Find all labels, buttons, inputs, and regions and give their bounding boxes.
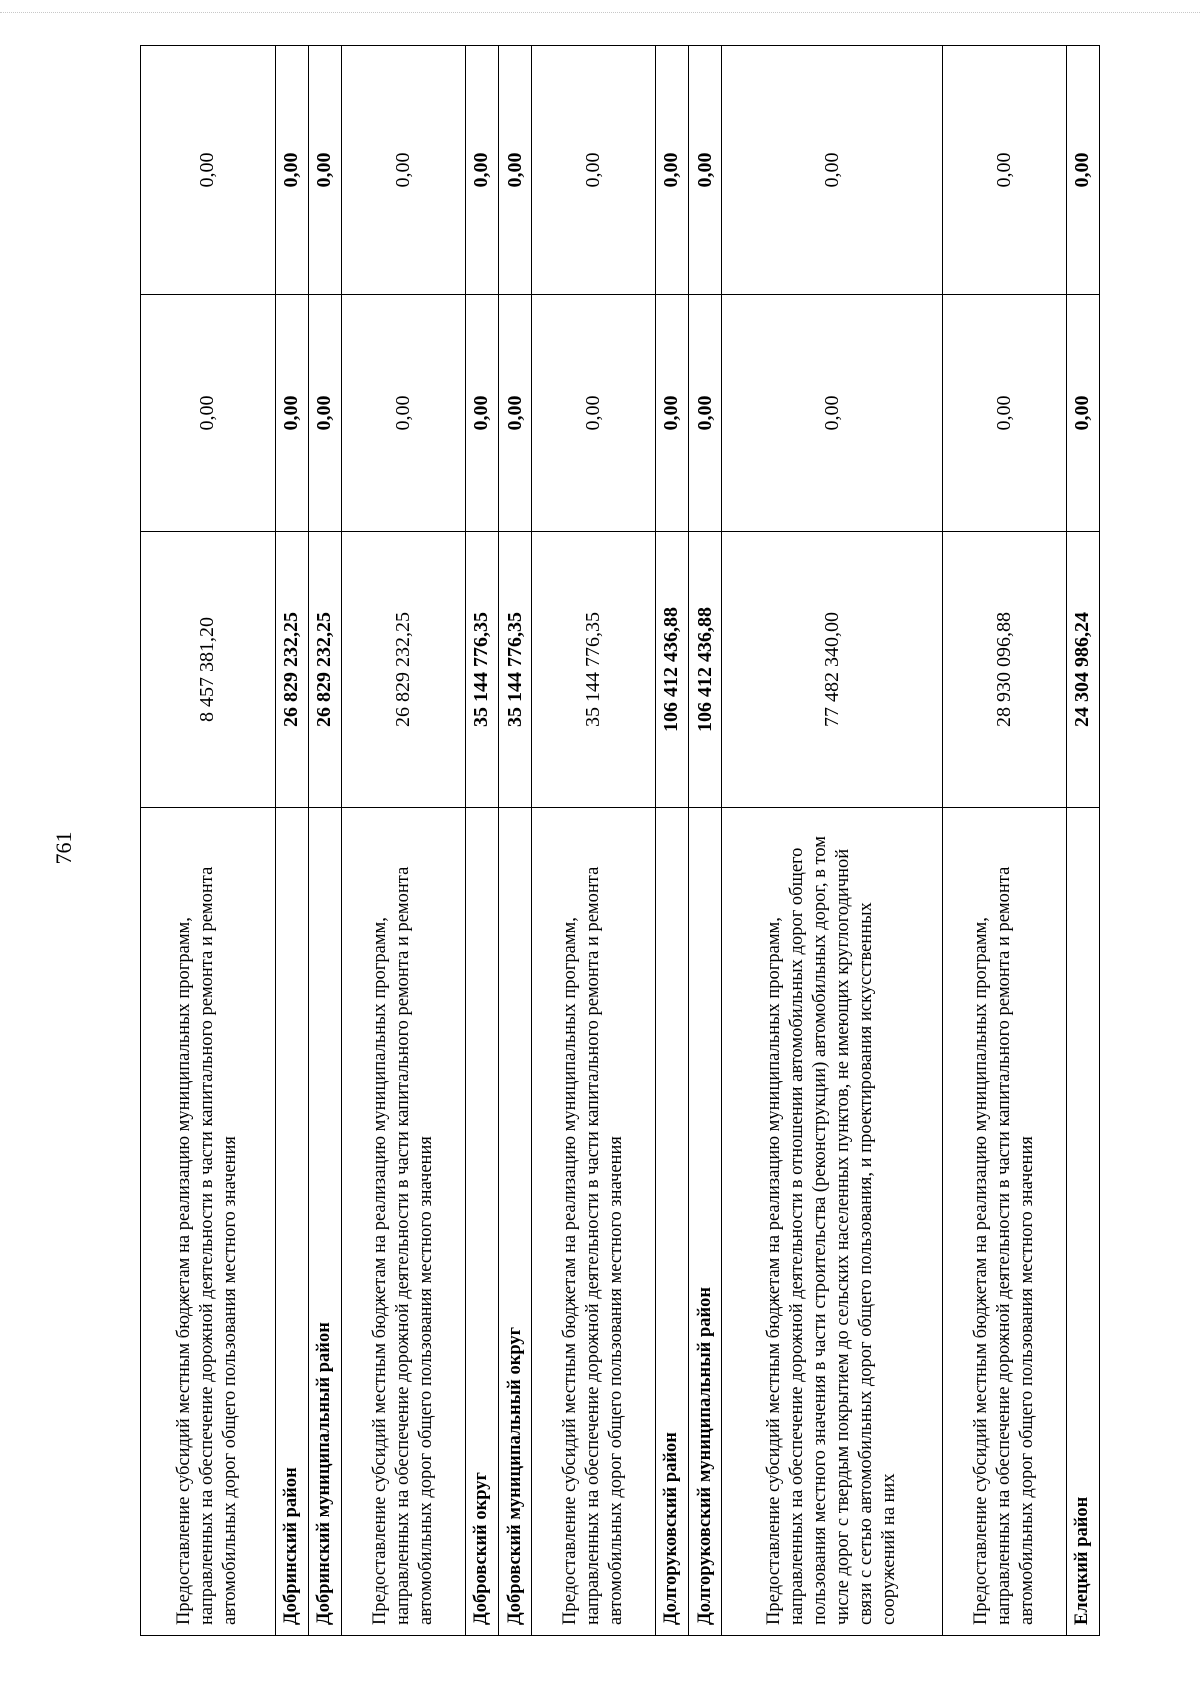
row-description: Елецкий район <box>1066 808 1099 1636</box>
row-description: Добровский округ <box>465 808 498 1636</box>
scan-edge-line <box>0 12 1200 13</box>
row-value-3: 0,00 <box>275 46 308 295</box>
row-value-2: 0,00 <box>308 295 341 532</box>
row-value-3: 0,00 <box>308 46 341 295</box>
table-row <box>943 46 1067 1636</box>
rotated-table-container <box>140 46 1100 1636</box>
row-value-3: 0,00 <box>342 46 466 295</box>
table-row <box>1066 46 1099 1636</box>
row-value-1: 26 829 232,25 <box>275 532 308 808</box>
row-description: Предоставление субсидий местным бюджетам на реализацию муниципальных программ, направленных на обеспечение дорожной деятельности в части капитального ремонта и ремонта автомобильных дорог общего пользования местного значения <box>532 808 656 1636</box>
row-description: Добринский муниципальный район <box>308 808 341 1636</box>
row-value-1: 35 144 776,35 <box>498 532 531 808</box>
row-value-1: 26 829 232,25 <box>342 532 466 808</box>
row-value-1: 106 412 436,88 <box>688 532 721 808</box>
row-value-2: 0,00 <box>141 295 276 532</box>
row-value-2: 0,00 <box>722 295 943 532</box>
row-value-2: 0,00 <box>342 295 466 532</box>
row-description: Добринский район <box>275 808 308 1636</box>
table-row <box>532 46 656 1636</box>
row-value-2: 0,00 <box>688 295 721 532</box>
table-row <box>275 46 308 1636</box>
row-description: Долгоруковский район <box>655 808 688 1636</box>
row-value-2: 0,00 <box>275 295 308 532</box>
row-value-2: 0,00 <box>655 295 688 532</box>
table-row <box>722 46 943 1636</box>
row-value-3: 0,00 <box>465 46 498 295</box>
table-row <box>655 46 688 1636</box>
row-value-1: 77 482 340,00 <box>722 532 943 808</box>
row-value-1: 26 829 232,25 <box>308 532 341 808</box>
row-value-1: 35 144 776,35 <box>465 532 498 808</box>
row-description: Добровский муниципальный округ <box>498 808 531 1636</box>
row-value-1: 8 457 381,20 <box>141 532 276 808</box>
row-value-1: 106 412 436,88 <box>655 532 688 808</box>
table-row <box>498 46 531 1636</box>
row-value-2: 0,00 <box>943 295 1067 532</box>
row-value-2: 0,00 <box>532 295 656 532</box>
row-value-3: 0,00 <box>688 46 721 295</box>
row-description: Предоставление субсидий местным бюджетам на реализацию муниципальных программ, направленных на обеспечение дорожной деятельности в части капитального ремонта и ремонта автомобильных дорог общего пользования местного значения <box>342 808 466 1636</box>
row-description: Долгоруковский муниципальный район <box>688 808 721 1636</box>
row-description: Предоставление субсидий местным бюджетам на реализацию муниципальных программ, направленных на обеспечение дорожной деятельности в части капитального ремонта и ремонта автомобильных дорог общего пользования местного значения <box>943 808 1067 1636</box>
row-value-2: 0,00 <box>1066 295 1099 532</box>
row-value-3: 0,00 <box>722 46 943 295</box>
table-row <box>342 46 466 1636</box>
row-value-1: 28 930 096,88 <box>943 532 1067 808</box>
row-value-1: 35 144 776,35 <box>532 532 656 808</box>
row-value-3: 0,00 <box>943 46 1067 295</box>
row-value-3: 0,00 <box>655 46 688 295</box>
row-value-3: 0,00 <box>498 46 531 295</box>
row-description: Предоставление субсидий местным бюджетам на реализацию муниципальных программ, направленных на обеспечение дорожной деятельности в части капитального ремонта и ремонта автомобильных дорог общего пользования местного значения <box>141 808 276 1636</box>
table-row <box>465 46 498 1636</box>
row-value-3: 0,00 <box>141 46 276 295</box>
budget-table <box>140 45 1100 1636</box>
row-value-1: 24 304 986,24 <box>1066 532 1099 808</box>
row-description: Предоставление субсидий местным бюджетам на реализацию муниципальных программ, направленных на обеспечение дорожной деятельности в отношении автомобильных дорог общего пользования местного значения в части строительства (реконструкции) автомобильных дорог, в том числе дорог с твердым покрытием до сельских населенных пунктов, не имеющих круглогодичной связи с сетью автомобильных дорог общего пользования, и проектирования искусственных сооружений на них <box>722 808 943 1636</box>
table-row <box>308 46 341 1636</box>
row-value-2: 0,00 <box>465 295 498 532</box>
table-row <box>688 46 721 1636</box>
page-number: 761 <box>51 831 76 865</box>
row-value-3: 0,00 <box>1066 46 1099 295</box>
row-value-2: 0,00 <box>498 295 531 532</box>
table-row <box>141 46 276 1636</box>
row-value-3: 0,00 <box>532 46 656 295</box>
